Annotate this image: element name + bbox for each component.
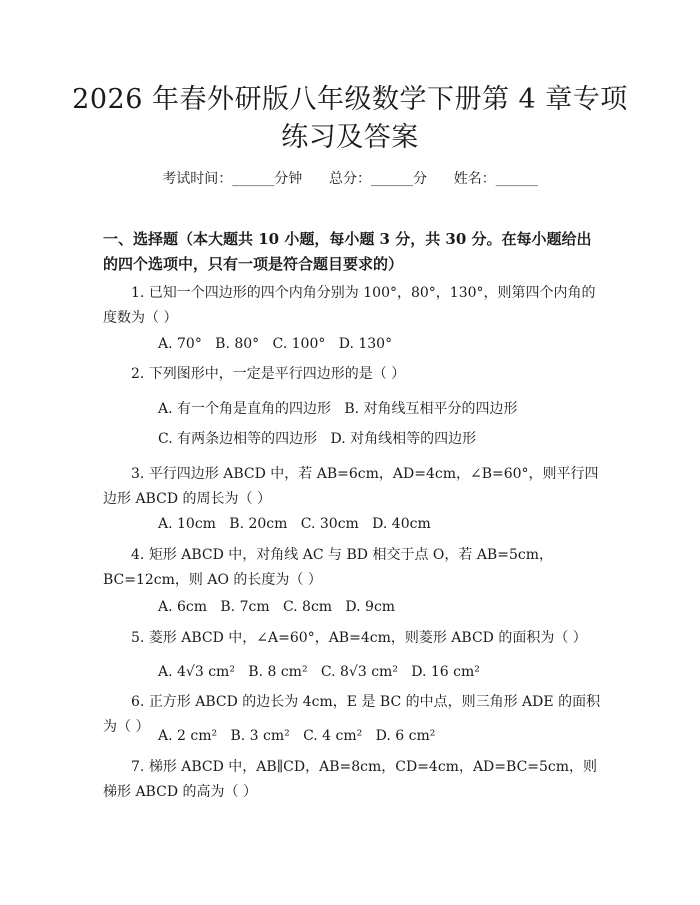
section-heading: 一、选择题（本大题共 10 小题，每小题 3 分，共 30 分。在每小题给出的四个选项中，只有一项是符合题目要求的）: [103, 230, 592, 273]
question-number: 7.: [131, 759, 145, 775]
page-title-line2: 练习及答案: [281, 122, 419, 153]
question-text: 矩形 ABCD 中，对角线 AC 与 BD 相交于点 O，若 AB=5cm，BC=12cm，则 AO 的长度为（ ）: [103, 547, 553, 588]
question-number: 4.: [131, 547, 145, 563]
question-text: 菱形 ABCD 中，∠A=60°，AB=4cm，则菱形 ABCD 的面积为（ ）: [148, 630, 587, 646]
question-4-options: A. 6cm B. 7cm C. 8cm D. 9cm: [158, 599, 396, 615]
question-1-options: A. 70° B. 80° C. 100° D. 130°: [158, 336, 393, 352]
question-text: 梯形 ABCD 中，AB∥CD，AB=8cm，CD=4cm，AD=BC=5cm，则梯形 ABCD 的高为（ ）: [103, 759, 598, 800]
question-5-options: A. 4√3 cm² B. 8 cm² C. 8√3 cm² D. 16 cm²: [158, 664, 480, 680]
question-5: [103, 626, 603, 651]
question-2-options-row2: C. 有两条边相等的四边形 D. 对角线相等的四边形: [158, 431, 477, 447]
question-6-options: A. 2 cm² B. 3 cm² C. 4 cm² D. 6 cm²: [158, 728, 436, 744]
question-number: 2.: [131, 366, 145, 382]
question-3: [103, 462, 603, 512]
question-number: 3.: [131, 466, 145, 482]
question-number: 1.: [131, 285, 145, 301]
question-text: 平行四边形 ABCD 中，若 AB=6cm，AD=4cm，∠B=60°，则平行四边形 ABCD 的周长为（ ）: [103, 466, 599, 507]
question-text: 下列图形中，一定是平行四边形的是（ ）: [148, 366, 406, 382]
question-4: [103, 543, 603, 593]
question-1: [103, 281, 603, 331]
question-number: 5.: [131, 630, 145, 646]
question-3-options: A. 10cm B. 20cm C. 30cm D. 40cm: [158, 516, 431, 532]
question-7: [103, 755, 603, 805]
question-text: 已知一个四边形的四个内角分别为 100°，80°，130°，则第四个内角的度数为（ ）: [103, 285, 596, 326]
question-number: 6.: [131, 694, 145, 710]
question-2: [103, 362, 603, 387]
question-2-options-row1: A. 有一个角是直角的四边形 B. 对角线互相平分的四边形: [158, 401, 518, 417]
exam-meta-line: 考试时间：______分钟 总分：______分 姓名：______: [162, 171, 538, 187]
question-text: 正方形 ABCD 的边长为 4cm，E 是 BC 的中点，则三角形 ADE 的面积为（ ）: [103, 694, 601, 735]
page-title-line1: 2026 年春外研版八年级数学下册第 4 章专项: [72, 84, 628, 115]
